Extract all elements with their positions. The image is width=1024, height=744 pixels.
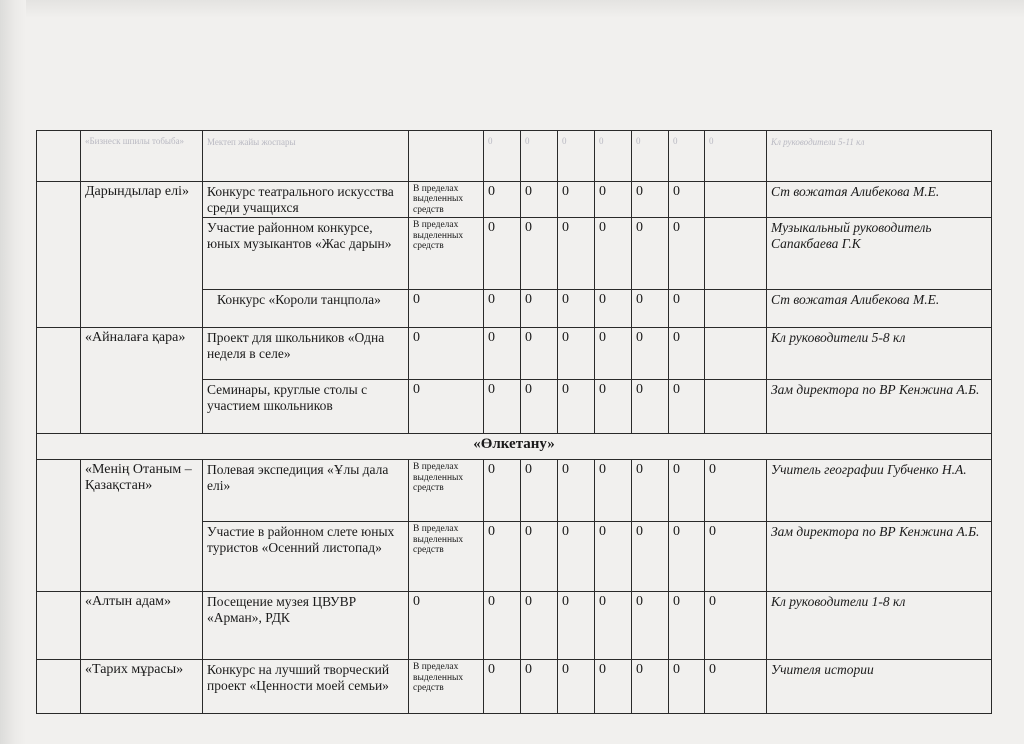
value-cell: 0 — [632, 218, 669, 290]
event-cell: Конкурс «Короли танцпола» — [203, 290, 409, 328]
page-shadow-left — [0, 0, 26, 744]
table-row-header — [37, 131, 992, 182]
value-cell: 0 — [632, 328, 669, 380]
value-cell: 0 — [595, 592, 632, 660]
value-cell: 0 — [705, 460, 767, 522]
value-cell: 0 — [669, 328, 705, 380]
value-cell: 0 — [632, 660, 669, 714]
funding-cell: 0 — [409, 380, 484, 434]
event-cell: Полевая экспедиция «Ұлы дала елі» — [203, 460, 409, 522]
value-cell: 0 — [558, 182, 595, 218]
value-cell: 0 — [595, 182, 632, 218]
value-cell: 0 — [669, 592, 705, 660]
table-cell — [705, 131, 767, 182]
table-cell — [81, 131, 203, 182]
value-cell: 0 — [558, 380, 595, 434]
value-cell: 0 — [705, 592, 767, 660]
funding-cell: 0 — [409, 328, 484, 380]
responsible-cell: Музыкальный руководитель Сапакбаева Г.К — [767, 218, 992, 290]
value-cell: 0 — [484, 522, 521, 592]
group-name: «Менің Отаным – Қазақстан» — [81, 460, 203, 592]
value-cell: 0 — [558, 460, 595, 522]
table-cell — [705, 380, 767, 434]
table-row-section — [37, 434, 992, 460]
value-cell: 0 — [669, 460, 705, 522]
faded-text: 0 — [636, 136, 641, 146]
faded-text: 0 — [525, 136, 530, 146]
event-cell: Участие в районном слете юных туристов «Осенний листопад» — [203, 522, 409, 592]
faded-text: 0 — [562, 136, 567, 146]
table-cell — [705, 182, 767, 218]
table-cell — [705, 328, 767, 380]
table-cell — [37, 460, 81, 592]
table-cell — [409, 131, 484, 182]
value-cell: 0 — [558, 218, 595, 290]
value-cell: 0 — [705, 660, 767, 714]
value-cell: 0 — [558, 328, 595, 380]
value-cell: 0 — [595, 218, 632, 290]
faded-text: «Бизнеск шпилы тобыба» — [85, 136, 185, 146]
table-row — [37, 460, 992, 522]
value-cell: 0 — [558, 522, 595, 592]
value-cell: 0 — [632, 460, 669, 522]
table-cell — [767, 131, 992, 182]
value-cell: 0 — [632, 290, 669, 328]
table-cell — [203, 131, 409, 182]
funding-cell: В пределах выделенных средств — [409, 522, 484, 592]
table-cell — [669, 131, 705, 182]
value-cell: 0 — [558, 660, 595, 714]
value-cell: 0 — [669, 380, 705, 434]
responsible-cell: Зам директора по ВР Кенжина А.Б. — [767, 380, 992, 434]
table-cell — [558, 131, 595, 182]
section-title: «Өлкетану» — [37, 434, 992, 460]
table-cell — [632, 131, 669, 182]
value-cell: 0 — [521, 218, 558, 290]
responsible-cell: Кл руководители 5-8 кл — [767, 328, 992, 380]
value-cell: 0 — [595, 290, 632, 328]
table-cell — [595, 131, 632, 182]
table-cell — [521, 131, 558, 182]
table-row — [37, 592, 992, 660]
table-cell — [37, 592, 81, 660]
value-cell: 0 — [669, 218, 705, 290]
table-cell — [37, 182, 81, 328]
value-cell: 0 — [484, 460, 521, 522]
value-cell: 0 — [484, 290, 521, 328]
table-row — [37, 660, 992, 714]
value-cell: 0 — [484, 592, 521, 660]
funding-cell: В пределах выделенных средств — [409, 182, 484, 218]
faded-text: 0 — [673, 136, 678, 146]
responsible-cell: Ст вожатая Алибекова М.Е. — [767, 290, 992, 328]
value-cell: 0 — [669, 290, 705, 328]
faded-text: Кл руководители 5-11 кл — [771, 137, 865, 147]
value-cell: 0 — [521, 328, 558, 380]
event-cell: Проект для школьников «Одна неделя в селе» — [203, 328, 409, 380]
table-cell — [37, 328, 81, 434]
table-cell — [705, 290, 767, 328]
event-cell: Конкурс театрального искусства среди учащихся — [203, 182, 409, 218]
event-cell: Семинары, круглые столы с участием школьников — [203, 380, 409, 434]
value-cell: 0 — [595, 328, 632, 380]
faded-text: 0 — [488, 136, 493, 146]
responsible-cell: Зам директора по ВР Кенжина А.Б. — [767, 522, 992, 592]
value-cell: 0 — [632, 592, 669, 660]
value-cell: 0 — [521, 290, 558, 328]
value-cell: 0 — [521, 660, 558, 714]
responsible-cell: Учитель географии Губченко Н.А. — [767, 460, 992, 522]
value-cell: 0 — [558, 592, 595, 660]
value-cell: 0 — [595, 522, 632, 592]
faded-text: 0 — [709, 136, 714, 146]
table-cell — [37, 131, 81, 182]
value-cell: 0 — [595, 660, 632, 714]
value-cell: 0 — [484, 218, 521, 290]
funding-cell: В пределах выделенных средств — [409, 460, 484, 522]
event-cell: Участие районном конкурсе, юных музыкантов «Жас дарын» — [203, 218, 409, 290]
table-cell — [484, 131, 521, 182]
value-cell: 0 — [705, 522, 767, 592]
value-cell: 0 — [484, 182, 521, 218]
scanned-sheet — [36, 130, 988, 714]
faded-text: 0 — [599, 136, 604, 146]
funding-cell: 0 — [409, 290, 484, 328]
responsible-cell: Ст вожатая Алибекова М.Е. — [767, 182, 992, 218]
value-cell: 0 — [558, 290, 595, 328]
value-cell: 0 — [669, 660, 705, 714]
value-cell: 0 — [521, 380, 558, 434]
value-cell: 0 — [632, 522, 669, 592]
table-cell — [37, 660, 81, 714]
value-cell: 0 — [521, 182, 558, 218]
value-cell: 0 — [484, 660, 521, 714]
table-row — [37, 182, 992, 218]
value-cell: 0 — [484, 328, 521, 380]
faded-text: Мектеп жайы жоспары — [207, 137, 296, 147]
value-cell: 0 — [484, 380, 521, 434]
value-cell: 0 — [521, 460, 558, 522]
value-cell: 0 — [669, 182, 705, 218]
value-cell: 0 — [595, 460, 632, 522]
responsible-cell: Кл руководители 1-8 кл — [767, 592, 992, 660]
value-cell: 0 — [521, 592, 558, 660]
group-name: «Алтын адам» — [81, 592, 203, 660]
funding-cell: В пределах выделенных средств — [409, 660, 484, 714]
group-name: Дарындылар елі» — [81, 182, 203, 328]
funding-cell: 0 — [409, 592, 484, 660]
responsible-cell: Учителя истории — [767, 660, 992, 714]
table-cell — [705, 218, 767, 290]
page-shadow-top — [0, 0, 1024, 18]
value-cell: 0 — [632, 380, 669, 434]
value-cell: 0 — [595, 380, 632, 434]
funding-cell: В пределах выделенных средств — [409, 218, 484, 290]
plan-table — [36, 130, 992, 714]
value-cell: 0 — [669, 522, 705, 592]
event-cell: Посещение музея ЦВУВР «Арман», РДК — [203, 592, 409, 660]
table-row — [37, 328, 992, 380]
value-cell: 0 — [632, 182, 669, 218]
event-cell: Конкурс на лучший творческий проект «Ценности моей семьи» — [203, 660, 409, 714]
group-name: «Айналаға қара» — [81, 328, 203, 434]
value-cell: 0 — [521, 522, 558, 592]
group-name: «Тарих мұрасы» — [81, 660, 203, 714]
